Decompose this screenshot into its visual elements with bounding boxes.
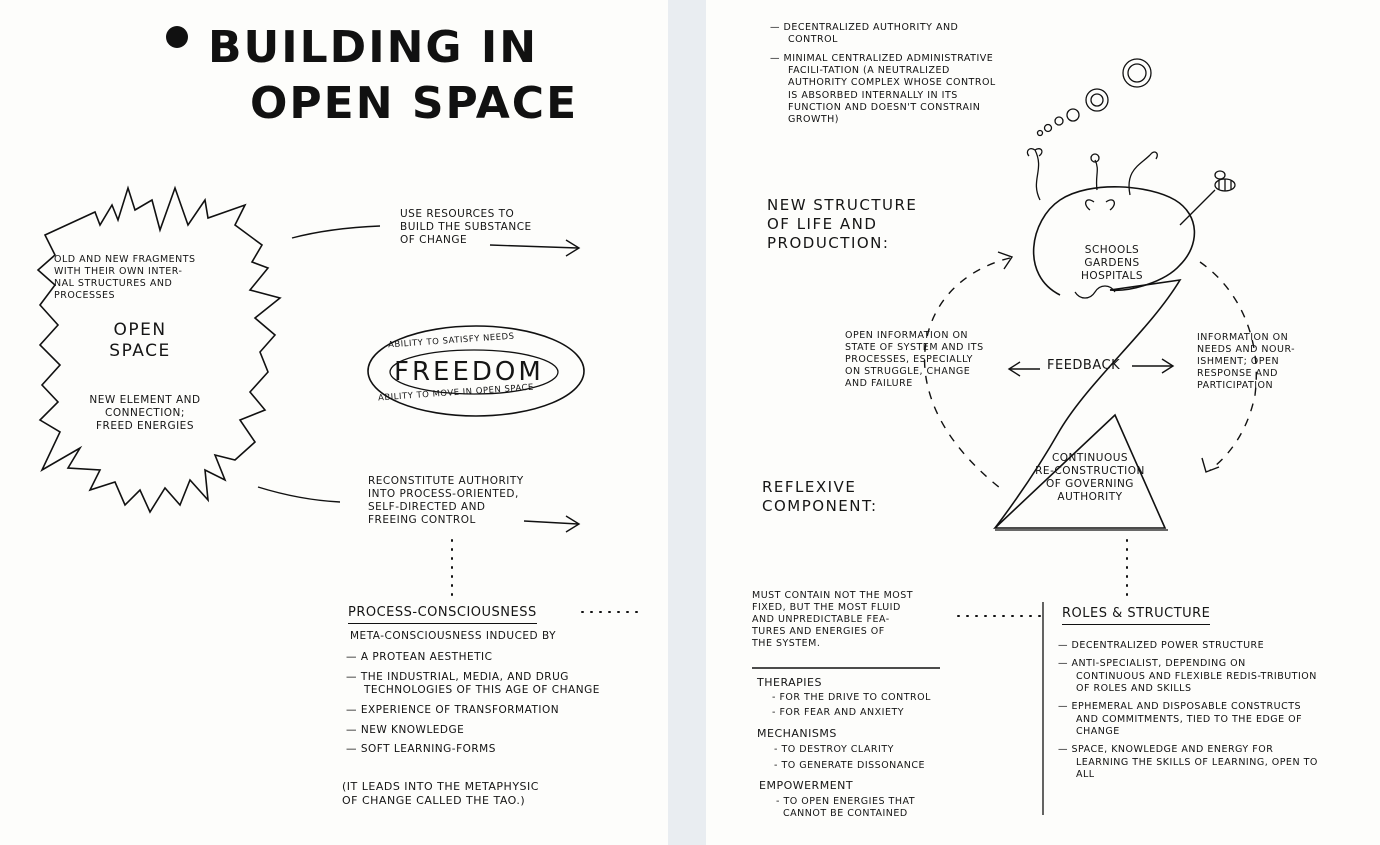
connector-line-top: [292, 226, 380, 238]
list-item: — THE INDUSTRIAL, MEDIA, AND DRUG TECHNOLOGIES OF THIS AGE OF CHANGE: [346, 671, 616, 698]
list-item: — MINIMAL CENTRALIZED ADMINISTRATIVE FACILI-TATION (A NEUTRALIZED AUTHORITY COMPLEX WHOSE CONTROL IS ABSORBED INTERNALLY IN ITS FUNCTION AND DOESN'T CONSTRAIN GROWTH): [770, 53, 1000, 127]
list-item: — SOFT LEARNING-FORMS: [346, 743, 616, 757]
freedom-bottom-arc-text: ABILITY TO MOVE IN OPEN SPACE: [377, 382, 535, 404]
freedom-top-arc-text: ABILITY TO SATISFY NEEDS: [387, 331, 515, 351]
therapies-item: - FOR THE DRIVE TO CONTROL: [772, 692, 931, 703]
list-item: — DECENTRALIZED AUTHORITY AND CONTROL: [770, 22, 1000, 47]
page-title-line1: BUILDING IN: [208, 22, 539, 73]
roles-list: [1058, 640, 1318, 787]
meta-line: META-CONSCIOUSNESS INDUCED BY: [350, 630, 557, 642]
title-bullet: [166, 26, 188, 48]
open-space-label: OPEN SPACE: [109, 320, 171, 362]
new-structure-label: NEW STRUCTURE OF LIFE AND PRODUCTION:: [767, 196, 918, 252]
open-information-text: OPEN INFORMATION ON STATE OF SYSTEM AND ITS PROCESSES, ESPECIALLY ON STRUGGLE, CHANGE AND FAILURE: [845, 330, 984, 389]
mechanisms-item: - TO GENERATE DISSONANCE: [774, 760, 926, 771]
reconstitute-text: RECONSTITUTE AUTHORITY INTO PROCESS-ORIENTED, SELF-DIRECTED AND FREEING CONTROL: [368, 475, 524, 527]
empowerment-item: - TO OPEN ENERGIES THAT CANNOT BE CONTAINED: [776, 796, 916, 819]
authority-list: [770, 22, 1000, 133]
list-item: — A PROTEAN AESTHETIC: [346, 651, 616, 665]
schools-text: SCHOOLS GARDENS HOSPITALS: [1080, 244, 1144, 283]
list-item: — NEW KNOWLEDGE: [346, 724, 616, 738]
freedom-word: FREEDOM: [394, 357, 544, 387]
therapies-item: - FOR FEAR AND ANXIETY: [772, 707, 905, 718]
feedback-label: FEEDBACK: [1047, 358, 1121, 373]
page-title-line2: OPEN SPACE: [250, 78, 579, 129]
list-item: — DECENTRALIZED POWER STRUCTURE: [1058, 640, 1318, 652]
list-item: — EXPERIENCE OF TRANSFORMATION: [346, 704, 616, 718]
process-heading: [348, 605, 537, 624]
list-item: — EPHEMERAL AND DISPOSABLE CONSTRUCTS AND COMMITMENTS, TIED TO THE EDGE OF CHANGE: [1058, 701, 1318, 738]
mechanisms-item: - TO DESTROY CLARITY: [774, 744, 894, 755]
connector-line-bottom: [258, 487, 340, 502]
process-list: [346, 651, 616, 763]
therapies-heading: THERAPIES: [757, 676, 822, 689]
must-contain-text: MUST CONTAIN NOT THE MOST FIXED, BUT THE MOST FLUID AND UNPREDICTABLE FEA- TURES AND ENERGIES OF THE SYSTEM.: [752, 590, 914, 649]
information-needs-text: INFORMATION ON NEEDS AND NOUR- ISHMENT; OPEN RESPONSE AND PARTICIPATION: [1197, 332, 1296, 391]
arrow-right-icon: [1132, 359, 1173, 373]
thought-bubbles: [1038, 59, 1152, 136]
reflexive-label: REFLEXIVE COMPONENT:: [762, 478, 878, 515]
burst-text-bottom: NEW ELEMENT AND CONNECTION; FREED ENERGIES: [89, 394, 201, 433]
process-heading-text: PROCESS-CONSCIOUSNESS: [348, 605, 537, 624]
burst-text-top: OLD AND NEW FRAGMENTS WITH THEIR OWN INTER- NAL STRUCTURES AND PROCESSES: [54, 254, 196, 301]
arrow-head-icon: [998, 252, 1012, 269]
curl-icon: [1075, 286, 1115, 298]
mechanisms-heading: MECHANISMS: [757, 727, 837, 740]
tao-note: (IT LEADS INTO THE METAPHYSIC OF CHANGE CALLED THE TAO.): [342, 780, 539, 807]
arrow-head-icon: [1202, 458, 1219, 472]
roles-heading: [1062, 606, 1210, 625]
list-item: — ANTI-SPECIALIST, DEPENDING ON CONTINUOUS AND FLEXIBLE REDIS-TRIBUTION OF ROLES AND SKILLS: [1058, 658, 1318, 695]
roles-heading-text: ROLES & STRUCTURE: [1062, 606, 1210, 625]
arrow-left-icon: [1009, 362, 1040, 376]
use-resources-text: USE RESOURCES TO BUILD THE SUBSTANCE OF CHANGE: [400, 208, 532, 247]
bee-icon: [1215, 171, 1235, 191]
list-item: — SPACE, KNOWLEDGE AND ENERGY FOR LEARNING THE SKILLS OF LEARNING, OPEN TO ALL: [1058, 744, 1318, 781]
empowerment-heading: EMPOWERMENT: [759, 779, 854, 792]
continuous-text: CONTINUOUS RE-CONSTRUCTION OF GOVERNING AUTHORITY: [1035, 452, 1145, 504]
